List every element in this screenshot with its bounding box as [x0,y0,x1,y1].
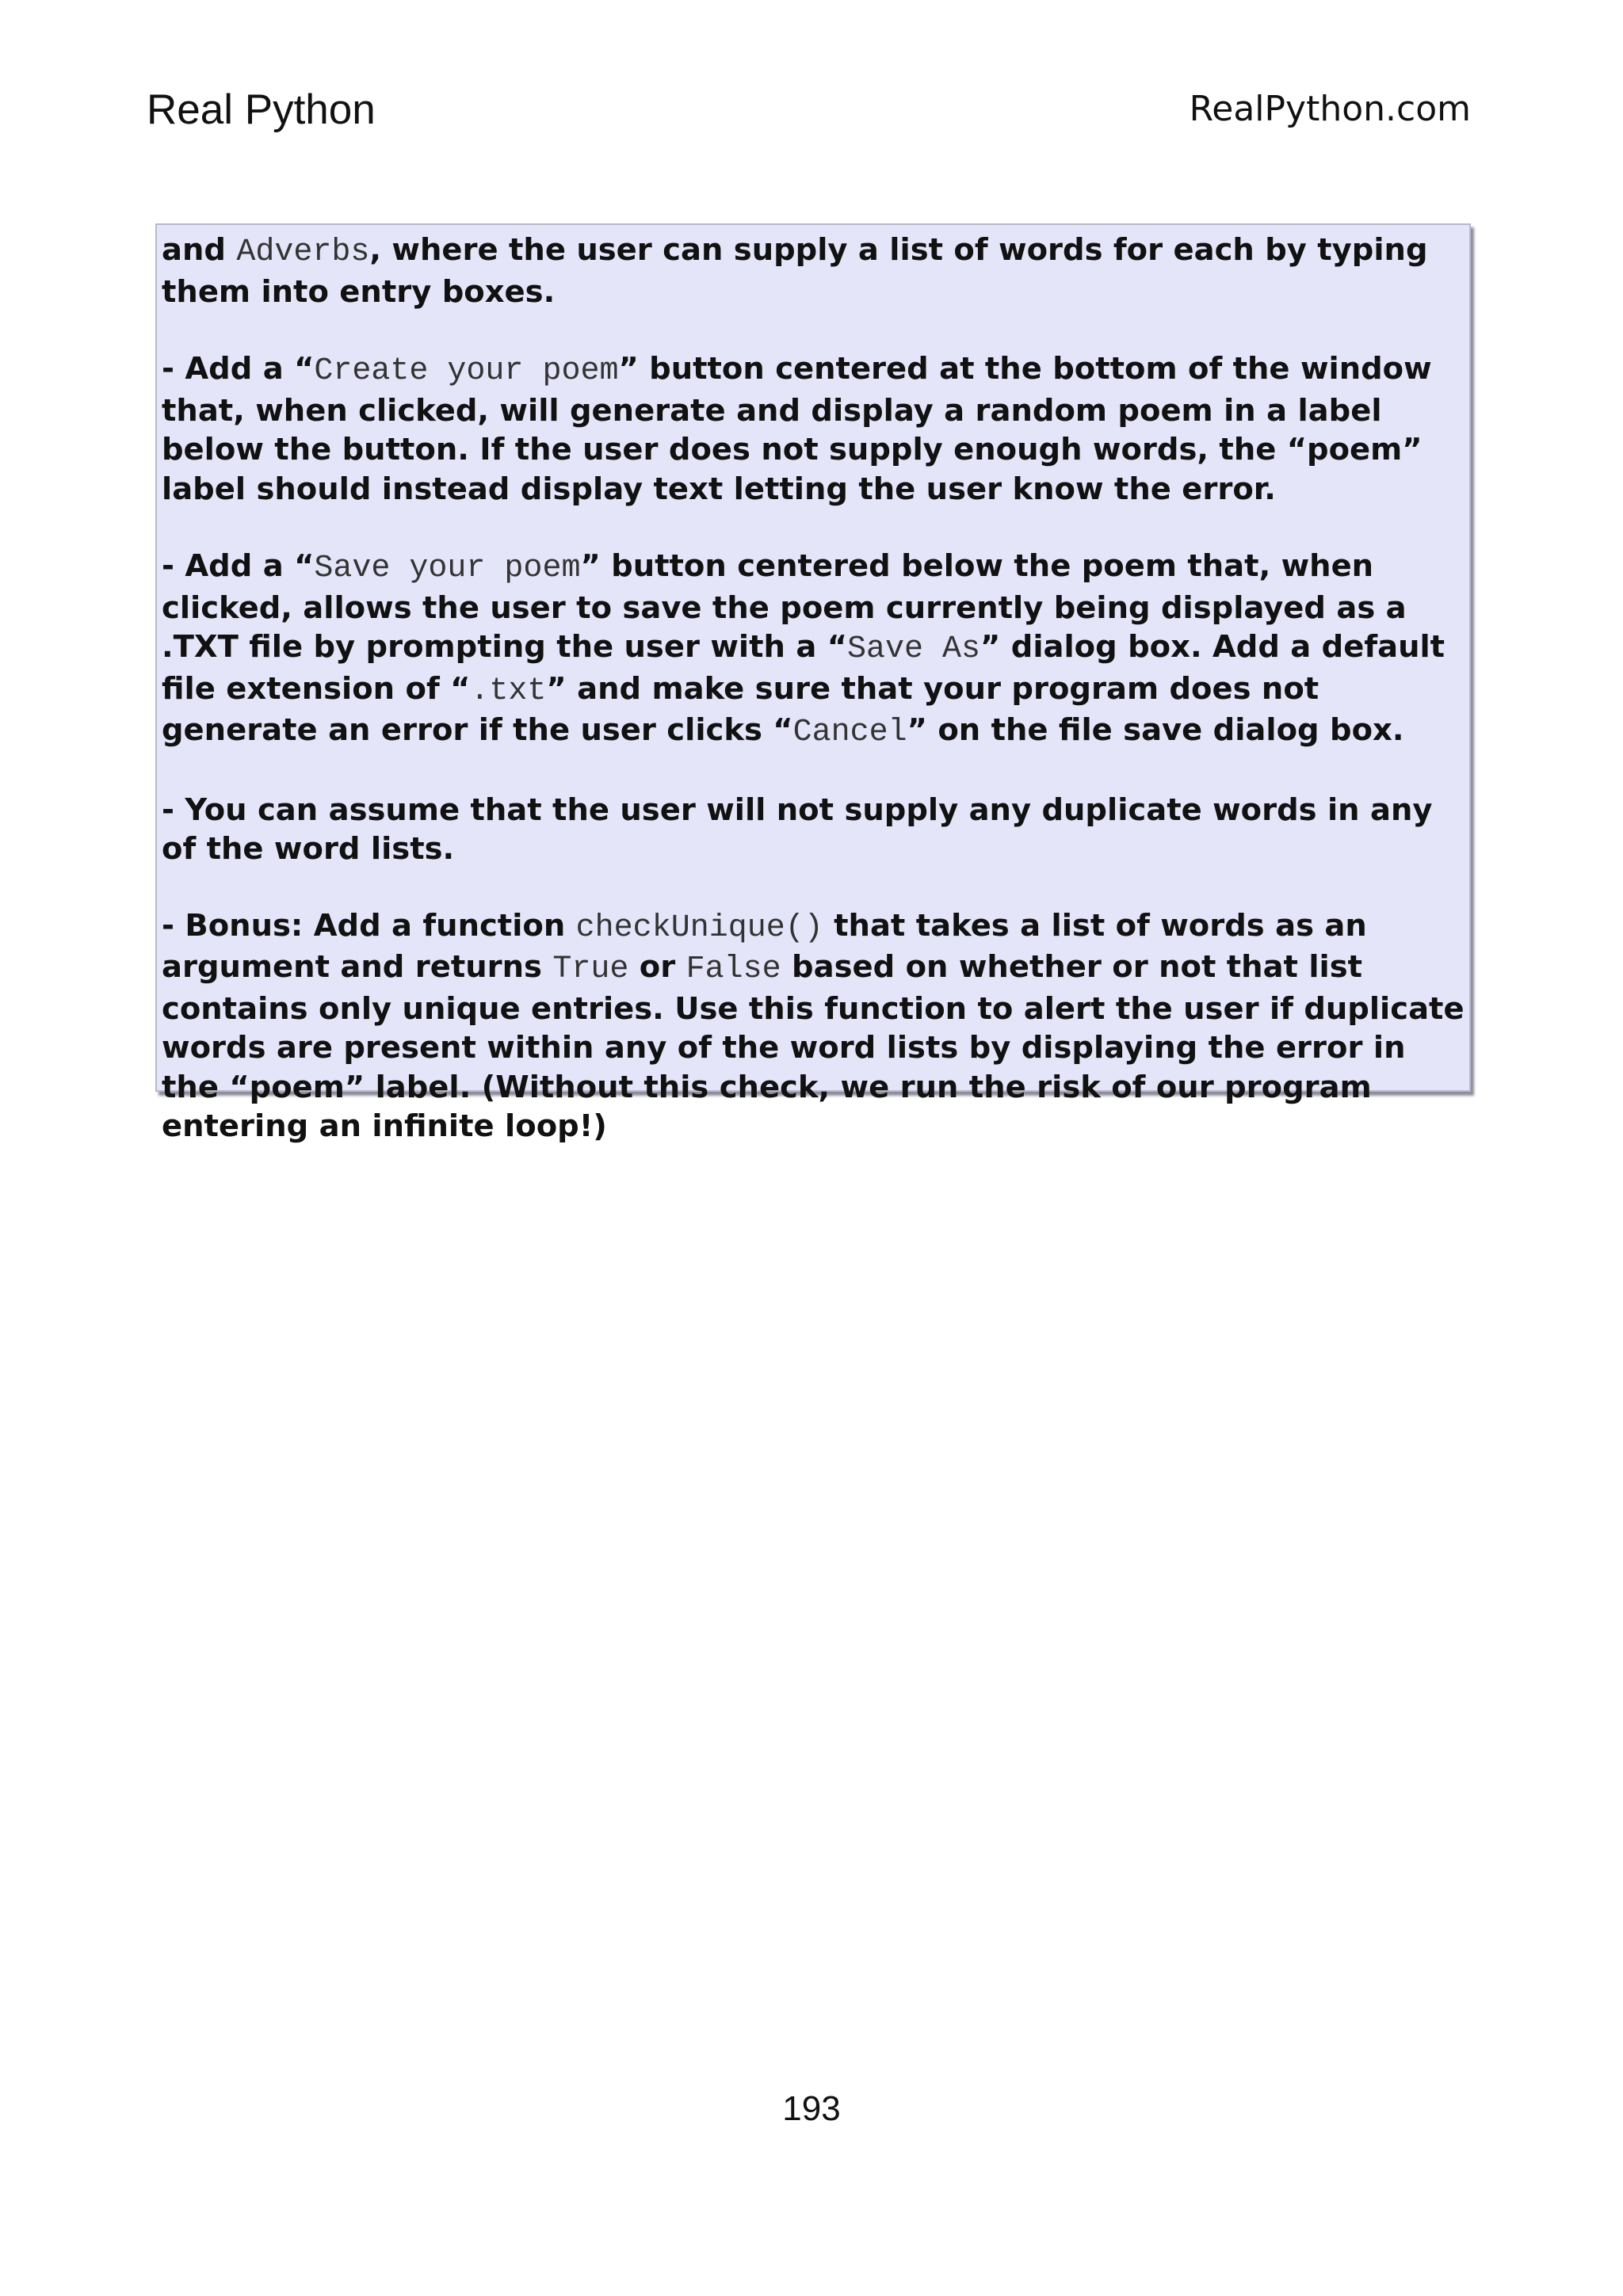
text-run: - You can assume that the user will not supply any duplicate words in any of the word lists. [162,791,1433,867]
text-run: - Add a “ [162,351,315,387]
paragraph-duplicates [162,791,1469,869]
code-cancel: Cancel [792,715,907,750]
text-run: ” dialog box. Add a default file extension of “ [162,629,1445,707]
code-txt-extension: .txt [470,673,547,709]
header-book-title: Real Python [147,86,376,133]
text-run: and [162,232,237,268]
text-run: or [628,949,686,985]
text-run: - Add a “ [162,548,315,584]
code-true: True [552,952,629,987]
paragraph-adverbs [162,231,1469,311]
text-run: ” button centered below the poem that, when clicked, allows the user to save the poem currently being displayed as a .TXT file by prompting the user with a “ [162,548,1407,665]
exercise-box [155,223,1471,1144]
code-create-your-poem: Create your poem [314,353,619,389]
text-run: ” on the file save dialog box. [907,712,1404,748]
page-number: 193 [782,2089,841,2128]
text-run: based on whether or not that list contains only unique entries. Use this function to alert the user if duplicate words are present within any of the word lists by displaying the error in the “poem” label. (Without this check, we run the risk of our program entering an infinite loop!) [162,949,1465,1144]
paragraph-save-button [162,547,1469,753]
code-check-unique: checkUnique() [575,910,823,946]
code-adverbs: Adverbs [236,235,370,270]
code-false: False [685,952,781,987]
paragraph-bonus [162,906,1469,1146]
text-run: that takes a list of words as an argument and returns [162,907,1367,985]
text-run: ” and make sure that your program does not generate an error if the user clicks “ [162,670,1319,748]
text-run: - Bonus: Add a function [162,907,576,944]
code-save-as: Save As [847,631,981,667]
code-save-your-poem: Save your poem [314,551,581,586]
header-site-name: RealPython.com [1189,89,1471,129]
text-run: ” button centered at the bottom of the window that, when clicked, will generate and display a random poem in a label below the button. If the user does not supply enough words, the “poem” label should instead display text letting the user know the error. [162,351,1432,507]
paragraph-create-button [162,349,1469,509]
text-run: , where the user can supply a list of words for each by typing them into entry boxes. [162,232,1428,310]
